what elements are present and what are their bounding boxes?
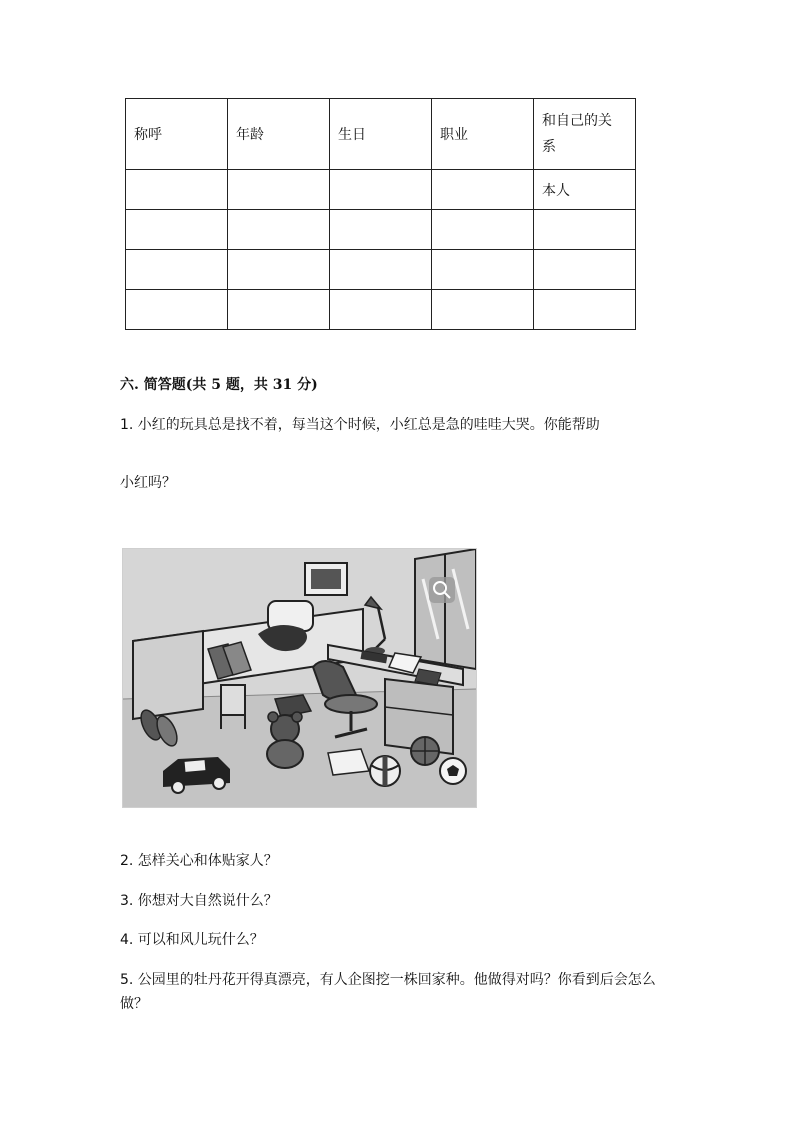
header-cell-relation: 和自己的关系 [534,99,636,170]
table-cell [330,290,432,330]
table-cell [534,210,636,250]
beach-ball [370,756,400,786]
basketball [411,737,439,765]
table-cell [534,250,636,290]
table-cell [126,250,228,290]
table-cell [228,250,330,290]
header-cell-title: 称呼 [126,99,228,170]
table-cell [228,290,330,330]
question-1-line-1: 1. 小红的玩具总是找不着，每当这个时候，小红总是急的哇哇大哭。你能帮助 [120,417,600,433]
question-3: 3. 你想对大自然说什么？ [120,893,278,909]
soccer-ball [440,758,466,784]
table-cell [228,210,330,250]
zoom-icon [429,577,455,603]
table-cell [432,210,534,250]
question-4: 4. 可以和风儿玩什么？ [120,932,264,948]
bedroom-drawing [123,549,476,807]
table-cell [534,290,636,330]
header-cell-job: 职业 [432,99,534,170]
question-1-line-2: 小红吗？ [120,475,176,491]
section-title: 六. 简答题(共 5 题，共 31 分) [120,377,318,393]
question-5: 5. 公园里的牡丹花开得真漂亮，有人企图挖一株回家种。他做得对吗？你看到后会怎么做？ [120,972,656,1012]
table-cell [330,170,432,210]
table-row [126,290,636,330]
table-cell [330,210,432,250]
header-cell-birthday: 生日 [330,99,432,170]
table-cell [330,250,432,290]
table-cell [126,170,228,210]
table-cell [126,290,228,330]
wall-picture [305,563,347,595]
table-cell [126,210,228,250]
table-row [126,250,636,290]
table-cell [228,170,330,210]
table-row [126,170,636,210]
table-cell [432,170,534,210]
question-2: 2. 怎样关心和体贴家人？ [120,853,278,869]
table-cell [432,290,534,330]
header-cell-age: 年龄 [228,99,330,170]
table-row [126,210,636,250]
table-cell [432,250,534,290]
messy-bedroom-illustration [122,548,477,808]
family-info-table [125,98,636,330]
window [415,549,476,669]
table-header-row [126,99,636,170]
table-cell: 本人 [534,170,636,210]
